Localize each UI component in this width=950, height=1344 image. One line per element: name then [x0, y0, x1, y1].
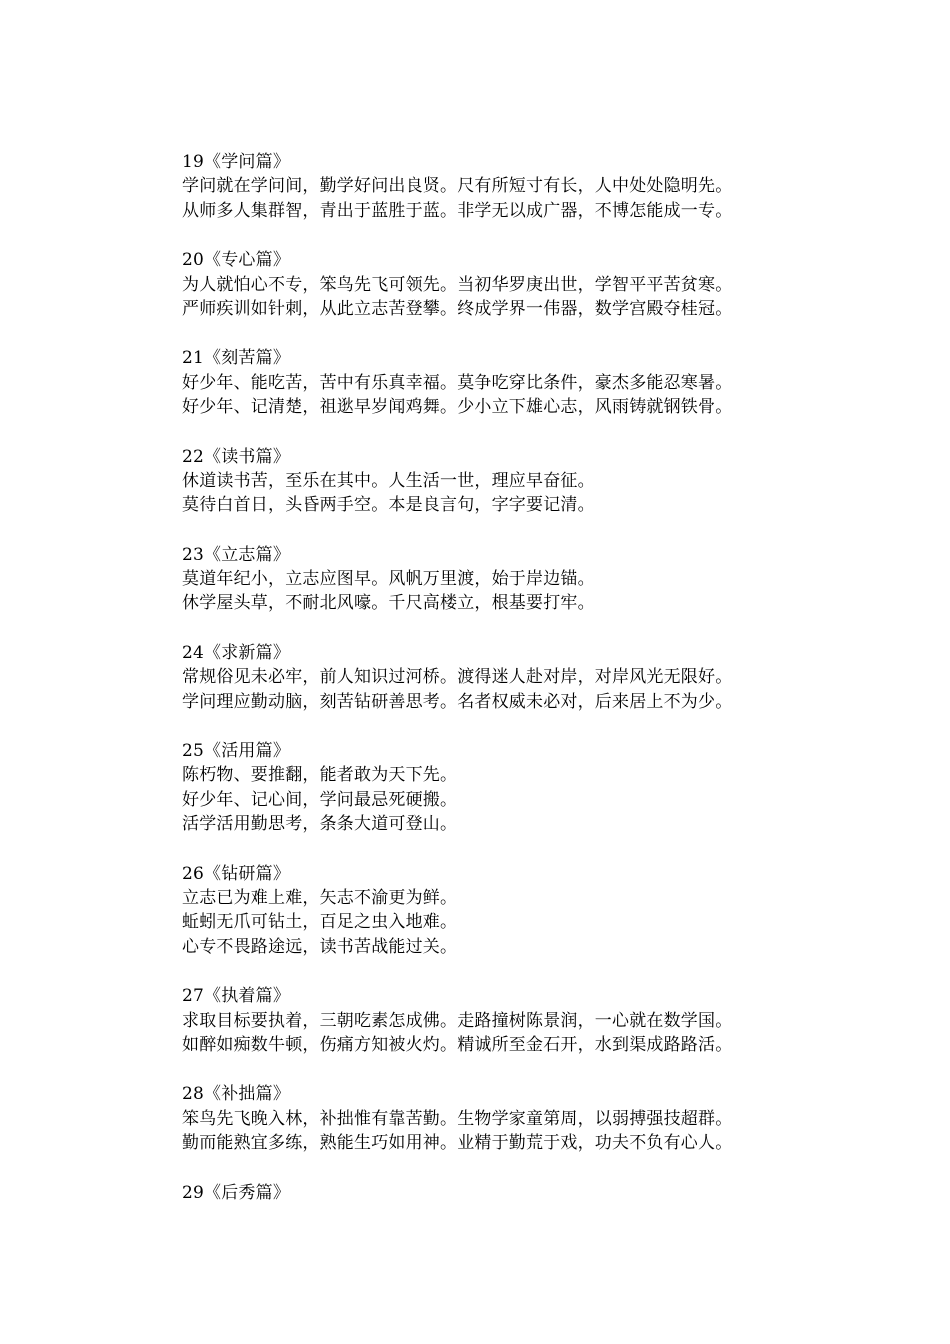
section-title: 24《求新篇》: [182, 642, 291, 663]
section-title: 28《补拙篇》: [182, 1084, 291, 1105]
verse-line: 休道读书苦，至乐在其中。人生活一世，理应早奋征。: [182, 470, 595, 491]
verse-line: 莫道年纪小，立志应图早。风帆万里渡，始于岸边锚。: [182, 569, 595, 590]
section-title: 21《刻苦篇》: [182, 348, 291, 369]
verse-line: 如醉如痴数牛顿，伤痛方知被火灼。精诚所至金石开，水到渠成路路活。: [182, 1034, 733, 1055]
verse-line: 休学屋头草，不耐北风嚎。千尺高楼立，根基要打牢。: [182, 593, 595, 614]
section-title: 25《活用篇》: [182, 741, 291, 762]
section-24: [182, 641, 822, 714]
verse-line: 心专不畏路途远，读书苦战能过关。: [182, 936, 458, 957]
section-title: 23《立志篇》: [182, 544, 291, 565]
section-title: 20《专心篇》: [182, 250, 291, 271]
verse-line: 好少年、能吃苦，苦中有乐真幸福。莫争吃穿比条件，豪杰多能忍寒暑。: [182, 372, 733, 393]
section-29: [182, 1181, 822, 1205]
verse-line: 好少年、记心间，学问最忌死硬搬。: [182, 789, 458, 810]
verse-line: 陈朽物、要推翻，能者敢为天下先。: [182, 765, 458, 786]
verse-line: 常规俗见未必牢，前人知识过河桥。渡得迷人赴对岸，对岸风光无限好。: [182, 667, 733, 688]
section-title: 19《学问篇》: [182, 152, 291, 172]
verse-line: 立志已为难上难，矢志不渝更为鲜。: [182, 887, 458, 908]
section-21: [182, 346, 822, 419]
verse-line: 求取目标要执着，三朝吃素怎成佛。走路撞树陈景润，一心就在数学国。: [182, 1010, 733, 1031]
document-page: [182, 150, 822, 1230]
verse-line: 学问理应勤动脑，刻苦钻研善思考。名者权威未必对，后来居上不为少。: [182, 691, 733, 712]
section-22: [182, 445, 822, 518]
section-25: [182, 739, 822, 837]
verse-line: 好少年、记清楚，祖逖早岁闻鸡舞。少小立下雄心志，风雨铸就钢铁骨。: [182, 397, 733, 418]
section-title: 26《钻研篇》: [182, 863, 291, 884]
section-title: 22《读书篇》: [182, 446, 291, 467]
section-26: [182, 862, 822, 960]
verse-line: 莫待白首日，头昏两手空。本是良言句，字字要记清。: [182, 495, 595, 516]
verse-line: 勤而能熟宜多练，熟能生巧如用神。业精于勤荒于戏，功夫不负有心人。: [182, 1133, 733, 1154]
section-23: [182, 543, 822, 616]
verse-line: 学问就在学问间，勤学好问出良贤。尺有所短寸有长，人中处处隐明先。: [182, 176, 733, 197]
section-28: [182, 1082, 822, 1155]
verse-line: 严师疾训如针刺，从此立志苦登攀。终成学界一伟器，数学宫殿夺桂冠。: [182, 298, 733, 319]
section-title: 29《后秀篇》: [182, 1182, 291, 1203]
section-title: 27《执着篇》: [182, 986, 291, 1007]
section-20: [182, 248, 822, 321]
verse-line: 从师多人集群智，青出于蓝胜于蓝。非学无以成广器，不博怎能成一专。: [182, 200, 733, 221]
verse-line: 笨鸟先飞晚入林，补拙惟有靠苦勤。生物学家童第周，以弱搏强技超群。: [182, 1108, 733, 1129]
section-27: [182, 984, 822, 1057]
verse-line: 活学活用勤思考，条条大道可登山。: [182, 814, 458, 835]
section-19: [182, 150, 822, 223]
verse-line: 为人就怕心不专，笨鸟先飞可领先。当初华罗庚出世，学智平平苦贫寒。: [182, 274, 733, 295]
verse-line: 蚯蚓无爪可钻土，百足之虫入地难。: [182, 912, 458, 933]
